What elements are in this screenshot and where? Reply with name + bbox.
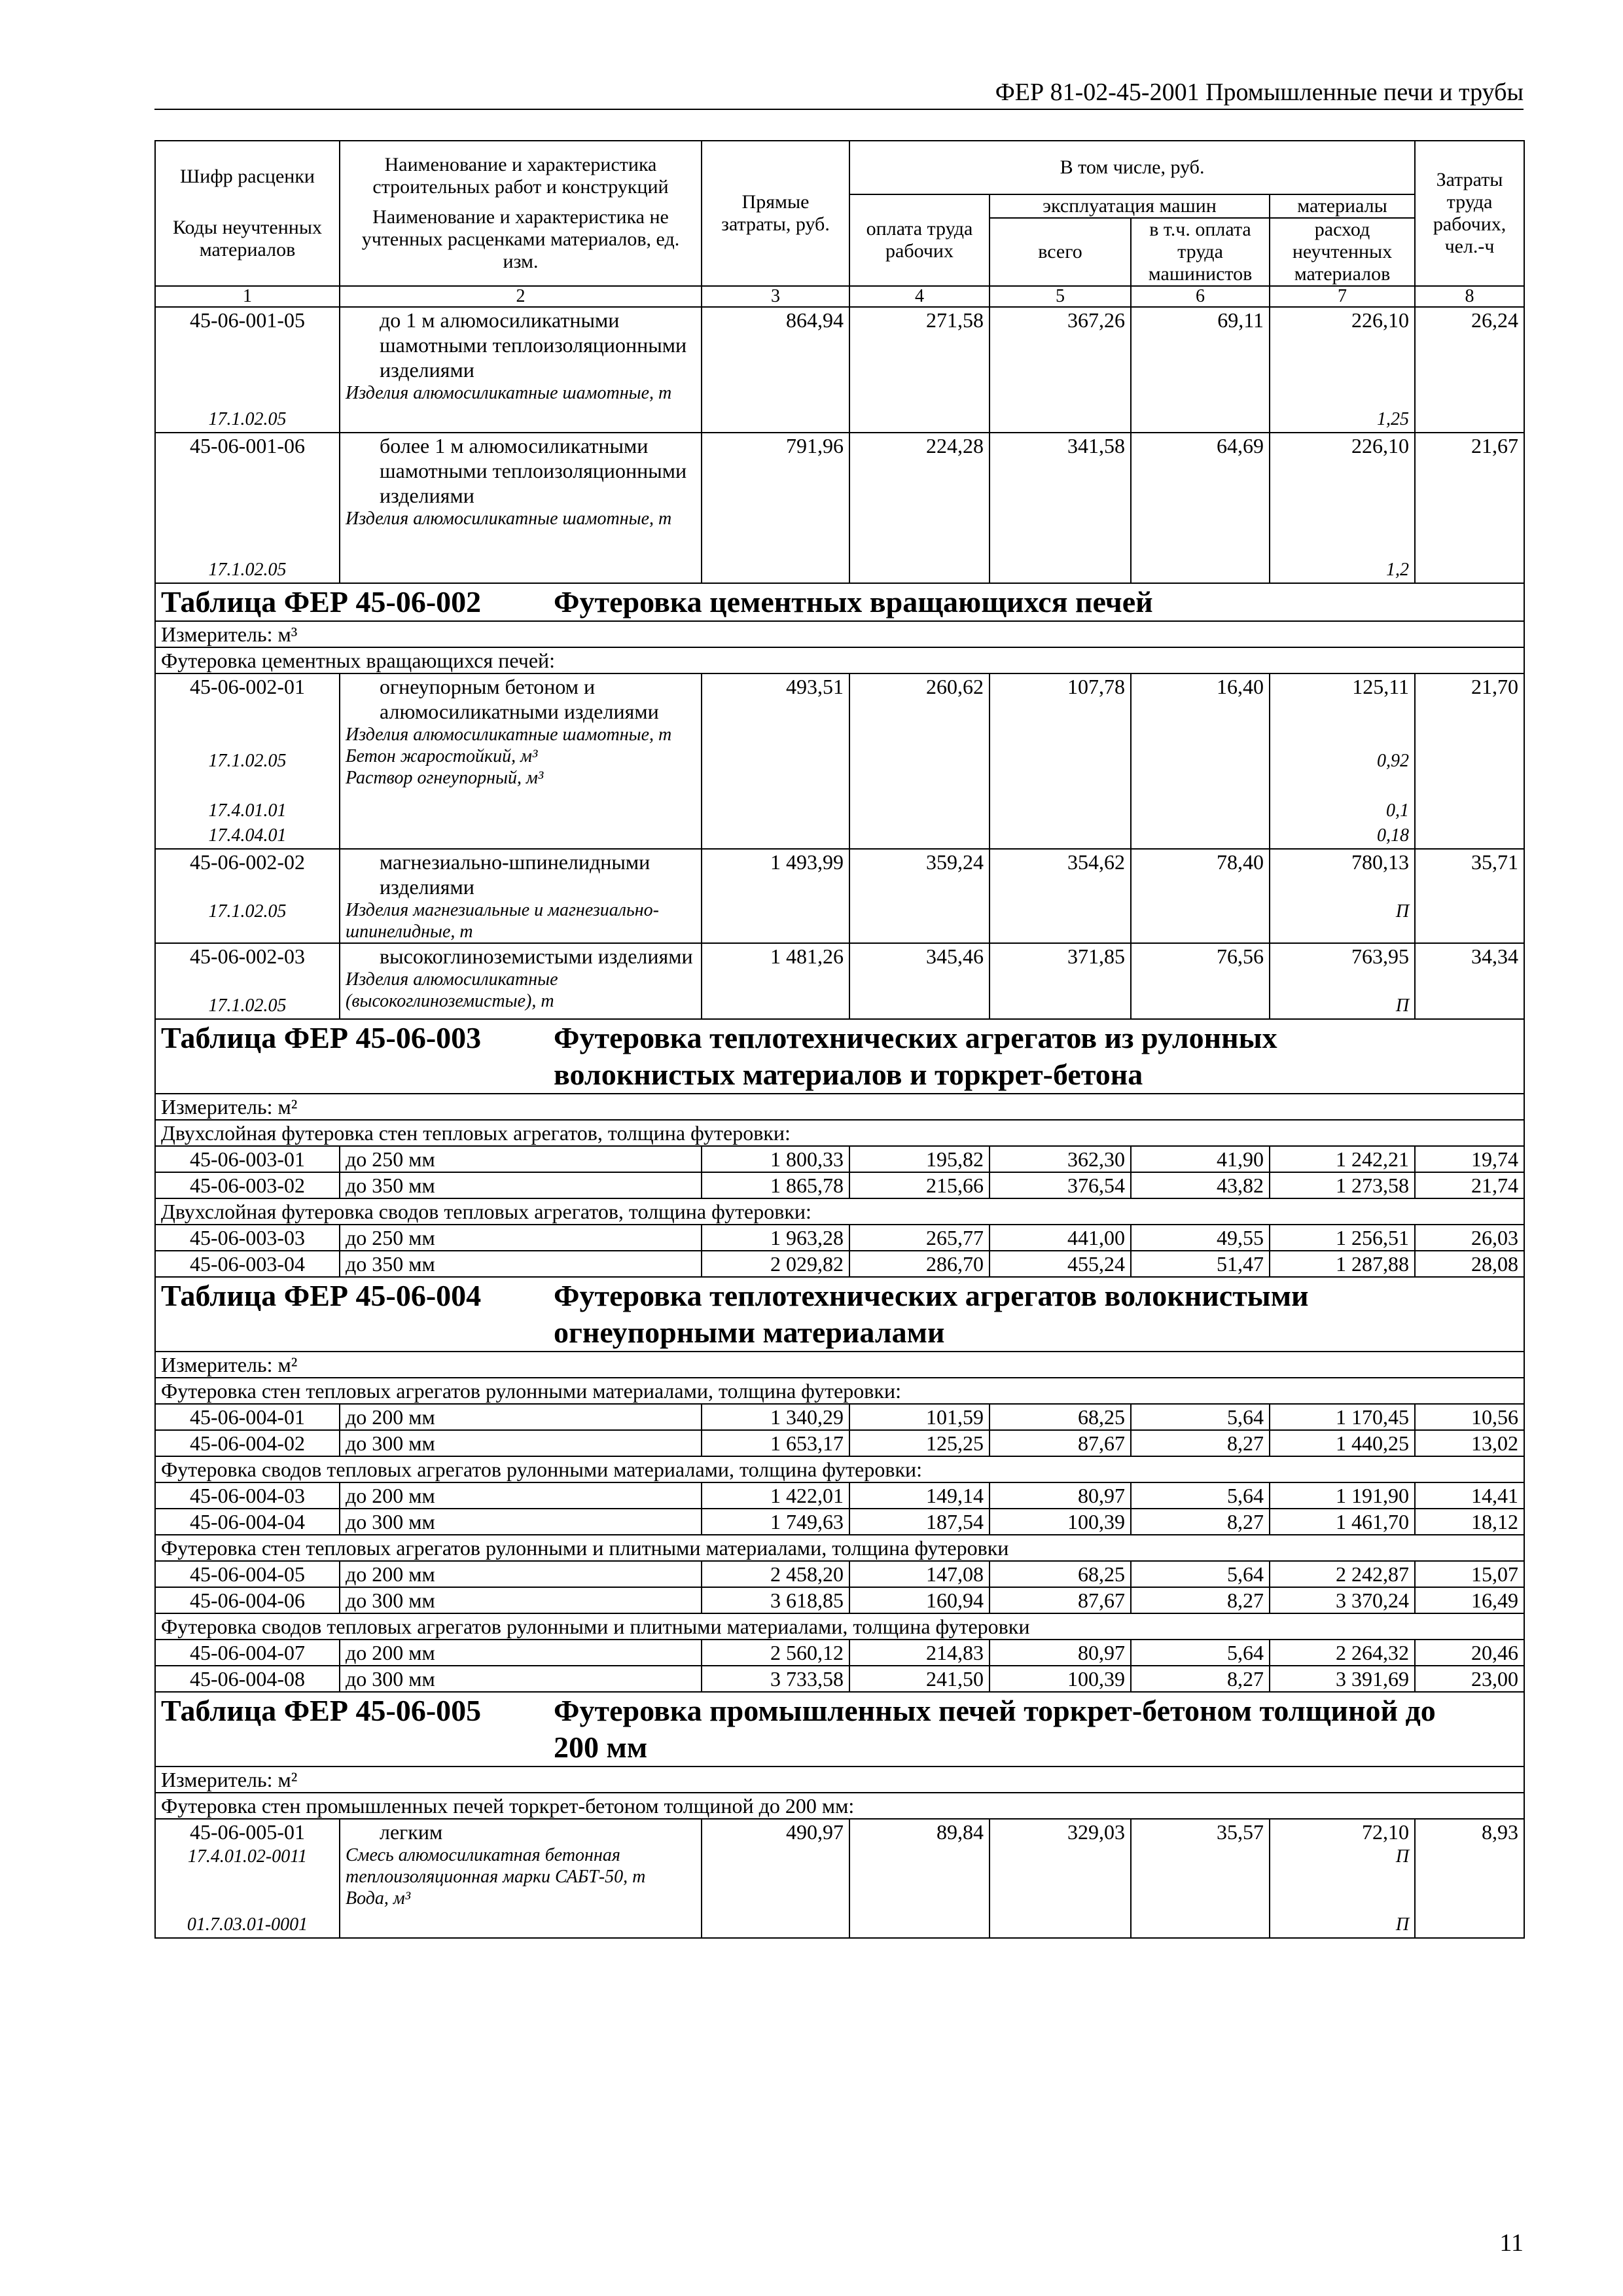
table-row: 45-06-004-08 до 300 мм 3 733,58 241,50 100,39 8,27 3 391,69 23,00 — [155, 1666, 1524, 1692]
col-materials-header: материалы — [1270, 194, 1415, 218]
table-row: 45-06-004-05 до 200 мм 2 458,20 147,08 68,25 5,64 2 242,87 15,07 — [155, 1561, 1524, 1587]
unit-row: Измеритель: м² — [155, 1352, 1524, 1378]
table-row: 45-06-004-02 до 300 мм 1 653,17 125,25 87,67 8,27 1 440,25 13,02 — [155, 1430, 1524, 1456]
table-title-002: Таблица ФЕР 45-06-002 Футеровка цементных вращающихся печей — [155, 583, 1524, 621]
group-row: Футеровка стен тепловых агрегатов рулонными материалами, толщина футеровки: — [155, 1378, 1524, 1404]
unit-row: Измеритель: м² — [155, 1767, 1524, 1793]
column-header-row — [155, 141, 1524, 194]
running-header: ФЕР 81-02-45-2001 Промышленные печи и трубы — [995, 79, 1524, 106]
rates-table — [154, 140, 1525, 1939]
table-row: 45-06-002-03 17.1.02.05 высокоглиноземистыми изделиями Изделия алюмосиликатные (высокоглиноземистые), т 1 481,26 345,46 371,85 76,56 763,95 П 34,34 — [155, 943, 1524, 1019]
group-row: Футеровка сводов тепловых агрегатов рулонными материалами, толщина футеровки: — [155, 1456, 1524, 1482]
table-row: 45-06-004-04 до 300 мм 1 749,63 187,54 100,39 8,27 1 461,70 18,12 — [155, 1509, 1524, 1535]
table-title-003: Таблица ФЕР 45-06-003 Футеровка теплотехнических агрегатов из рулонных волокнистых материалов и торкрет-бетона — [155, 1019, 1524, 1094]
group-row: Футеровка стен тепловых агрегатов рулонными и плитными материалами, толщина футеровки — [155, 1535, 1524, 1561]
table-row: 45-06-003-02 до 350 мм 1 865,78 215,66 376,54 43,82 1 273,58 21,74 — [155, 1172, 1524, 1198]
table-title-005: Таблица ФЕР 45-06-005 Футеровка промышленных печей торкрет-бетоном толщиной до 200 мм — [155, 1692, 1524, 1767]
table-row: 45-06-002-01 17.1.02.05 17.4.01.01 17.4.04.01 огнеупорным бетоном и алюмосиликатными изделиями Изделия алюмосиликатные шамотные, т Бетон жаростойкий, м³ Раствор огнеупорный, м³ 493,51 260,62 107,78 16,40 125,11 0,92 0,1 0,18 21,70 — [155, 673, 1524, 849]
table-row: 45-06-004-01 до 200 мм 1 340,29 101,59 68,25 5,64 1 170,45 10,56 — [155, 1404, 1524, 1430]
table-row: 45-06-003-03 до 250 мм 1 963,28 265,77 441,00 49,55 1 256,51 26,03 — [155, 1225, 1524, 1251]
group-row: Футеровка сводов тепловых агрегатов рулонными и плитными материалами, толщина футеровки — [155, 1613, 1524, 1640]
col-machines-total-header: всего — [990, 218, 1131, 286]
table-row: 45-06-001-05 17.1.02.05 до 1 м алюмосиликатными шамотными теплоизоляционными изделиями Изделия алюмосиликатные шамотные, т 864,94 271,58 367,26 69,11 226,10 1,25 26,24 — [155, 307, 1524, 433]
col-labor-cost-header: Затраты труда рабочих, чел.-ч — [1415, 141, 1524, 286]
group-row: Двухслойная футеровка сводов тепловых агрегатов, толщина футеровки: — [155, 1198, 1524, 1225]
table-row: 45-06-004-06 до 300 мм 3 618,85 160,94 87,67 8,27 3 370,24 16,49 — [155, 1587, 1524, 1613]
table-row: 45-06-003-04 до 350 мм 2 029,82 286,70 455,24 51,47 1 287,88 28,08 — [155, 1251, 1524, 1277]
col-machinists-header: в т.ч. оплата труда машинистов — [1131, 218, 1270, 286]
column-numbers-row: 1 2 3 4 5 6 7 8 — [155, 286, 1524, 307]
table-row: 45-06-001-06 17.1.02.05 более 1 м алюмосиликатными шамотными теплоизоляционными изделиями Изделия алюмосиликатные шамотные, т 791,96 224,28 341,58 64,69 226,10 1,2 21,67 — [155, 433, 1524, 583]
col-name-header: Наименование и характеристика строительных работ и конструкций Наименование и характеристика не учтенных расценками материалов, ед. изм. — [340, 141, 702, 286]
col-labor-pay-header: оплата труда рабочих — [849, 194, 990, 286]
unit-row: Измеритель: м³ — [155, 621, 1524, 647]
col-direct-header: Прямые затраты, руб. — [702, 141, 849, 286]
table-row: 45-06-003-01 до 250 мм 1 800,33 195,82 362,30 41,90 1 242,21 19,74 — [155, 1146, 1524, 1172]
col-cipher-header: Шифр расценки Коды неучтенных материалов — [155, 141, 340, 286]
col-machines-header: эксплуатация машин — [990, 194, 1270, 218]
header-rule — [154, 109, 1524, 110]
table-row: 45-06-005-01 17.4.01.02-0011 01.7.03.01-0001 легким Смесь алюмосиликатная бетонная теплоизоляционная марки САБТ-50, т Вода, м³ 490,97 89,84 329,03 35,57 72,10 П П 8,93 — [155, 1819, 1524, 1938]
col-incl-header: В том числе, руб. — [849, 141, 1415, 194]
group-row: Футеровка стен промышленных печей торкрет-бетоном толщиной до 200 мм: — [155, 1793, 1524, 1819]
col-materials-sub-header: расход неучтенных материалов — [1270, 218, 1415, 286]
group-row: Двухслойная футеровка стен тепловых агрегатов, толщина футеровки: — [155, 1120, 1524, 1146]
table-row: 45-06-004-07 до 200 мм 2 560,12 214,83 80,97 5,64 2 264,32 20,46 — [155, 1640, 1524, 1666]
page-number: 11 — [1499, 2229, 1524, 2257]
table-row: 45-06-002-02 17.1.02.05 магнезиально-шпинелидными изделиями Изделия магнезиальные и магнезиально-шпинелидные, т 1 493,99 359,24 354,62 78,40 780,13 П 35,71 — [155, 849, 1524, 943]
table-title-004: Таблица ФЕР 45-06-004 Футеровка теплотехнических агрегатов волокнистыми огнеупорными материалами — [155, 1277, 1524, 1352]
group-row: Футеровка цементных вращающихся печей: — [155, 647, 1524, 673]
unit-row: Измеритель: м² — [155, 1094, 1524, 1120]
table-row: 45-06-004-03 до 200 мм 1 422,01 149,14 80,97 5,64 1 191,90 14,41 — [155, 1482, 1524, 1509]
